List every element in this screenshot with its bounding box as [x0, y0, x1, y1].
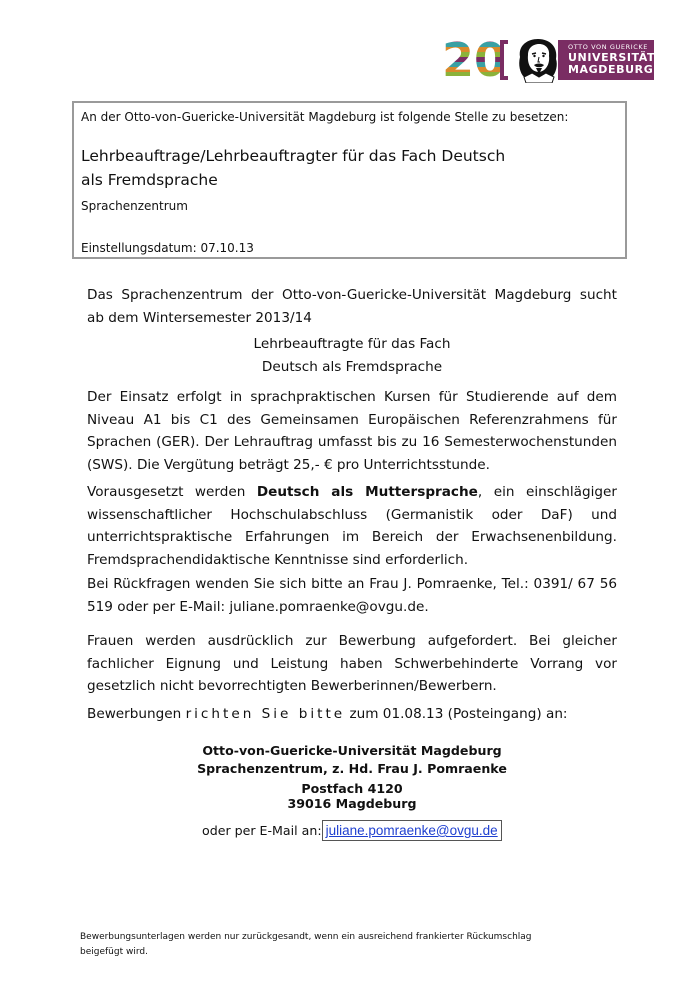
intro-paragraph: Das Sprachenzentrum der Otto-von-Guericke-Universität Magdeburg sucht ab dem Wintersemester 2013/14 [87, 287, 617, 326]
logo-digit-2: 2 [442, 33, 475, 87]
paragraph-contact: Bei Rückfragen wenden Sie sich bitte an Frau J. Pomraenke, Tel.: 0391/ 67 56 519 oder per E-Mail: juliane.pomraenke@ovgu.de. [87, 576, 617, 615]
logo-year [442, 33, 507, 87]
department: Sprachenzentrum [81, 199, 188, 213]
address-line-3: Postfach 4120 [301, 781, 403, 796]
application-post: zum 01.08.13 (Posteingang) an: [345, 706, 568, 722]
address-postal [87, 781, 617, 811]
logo-line-2: UNIVERSITÄT [568, 51, 656, 64]
address-line-4: 39016 Magdeburg [287, 796, 417, 811]
start-date: Einstellungsdatum: 07.10.13 [81, 241, 254, 255]
requirements-pre: Vorausgesetzt werden [87, 484, 257, 500]
address-line-1: Otto-von-Guericke-Universität Magdeburg [202, 743, 502, 758]
address-line-2: Sprachenzentrum, z. Hd. Frau J. Pomraenke [197, 761, 507, 776]
section-heading-line-2: Deutsch als Fremdsprache [261, 358, 443, 375]
footer-note: Bewerbungsunterlagen werden nur zurückgesandt, wenn ein ausreichend frankierter Rückumschlag beigefügt wird. [80, 932, 532, 957]
logo-line-1: OTTO VON GUERICKE [568, 43, 648, 51]
application-spaced: richten Sie bitte [185, 706, 346, 722]
guericke-portrait-icon [512, 37, 564, 83]
requirements-bold: Deutsch als Muttersprache [256, 484, 478, 500]
paragraph-equality: Frauen werden ausdrücklich zur Bewerbung aufgefordert. Bei gleicher fachlicher Eignung und Leistung haben Schwerbehinderte Vorrang vor gesetzlich nicht bevorrechtigten Bewerberinnen/Bewerbern. [87, 633, 617, 694]
position-title-line-1: Lehrbeauftrage/Lehrbeauftragter für das Fach Deutsch [81, 147, 506, 165]
email-link[interactable]: juliane.pomraenke@ovgu.de [322, 820, 502, 841]
position-title [81, 144, 505, 192]
logo-digit-0: 0 [474, 33, 507, 87]
address-block [87, 742, 617, 778]
paragraph-application [87, 703, 617, 726]
logo-bracket [500, 40, 508, 80]
requirements-post: , ein einschlägiger wissenschaftlicher Hochschulabschluss (Germanistik oder DaF) und unterrichtspraktische Erfahrungen im Bereich der Erwachsenenbildung. Fremdsprachendidaktische Kenntnisse sind erforderlich. [87, 484, 617, 568]
header-intro: An der Otto-von-Guericke-Universität Magdeburg ist folgende Stelle zu besetzen: [81, 110, 569, 124]
application-pre: Bewerbungen [87, 706, 186, 722]
section-heading [87, 333, 617, 378]
logo-wordmark [558, 40, 654, 80]
email-prefix: oder per E-Mail an: [202, 823, 322, 838]
logo-line-3: MAGDEBURG [568, 63, 654, 76]
university-logo [442, 33, 656, 87]
position-title-line-2: als Fremdsprache [81, 171, 218, 189]
paragraph-requirements [87, 481, 617, 571]
email-line [202, 820, 502, 841]
section-heading-line-1: Lehrbeauftragte für das Fach [253, 336, 451, 352]
paragraph-course-details: Der Einsatz erfolgt in sprachpraktischen Kursen für Studierende auf dem Niveau A1 bis C1 des Gemeinsamen Europäischen Referenzrahmens für Sprachen (GER). Der Lehrauftrag umfasst bis zu 16 Semesterwochenstunden (SWS). Die Vergütung beträgt 25,- € pro Unterrichtsstunde. [87, 389, 617, 473]
position-header-box [72, 101, 627, 259]
